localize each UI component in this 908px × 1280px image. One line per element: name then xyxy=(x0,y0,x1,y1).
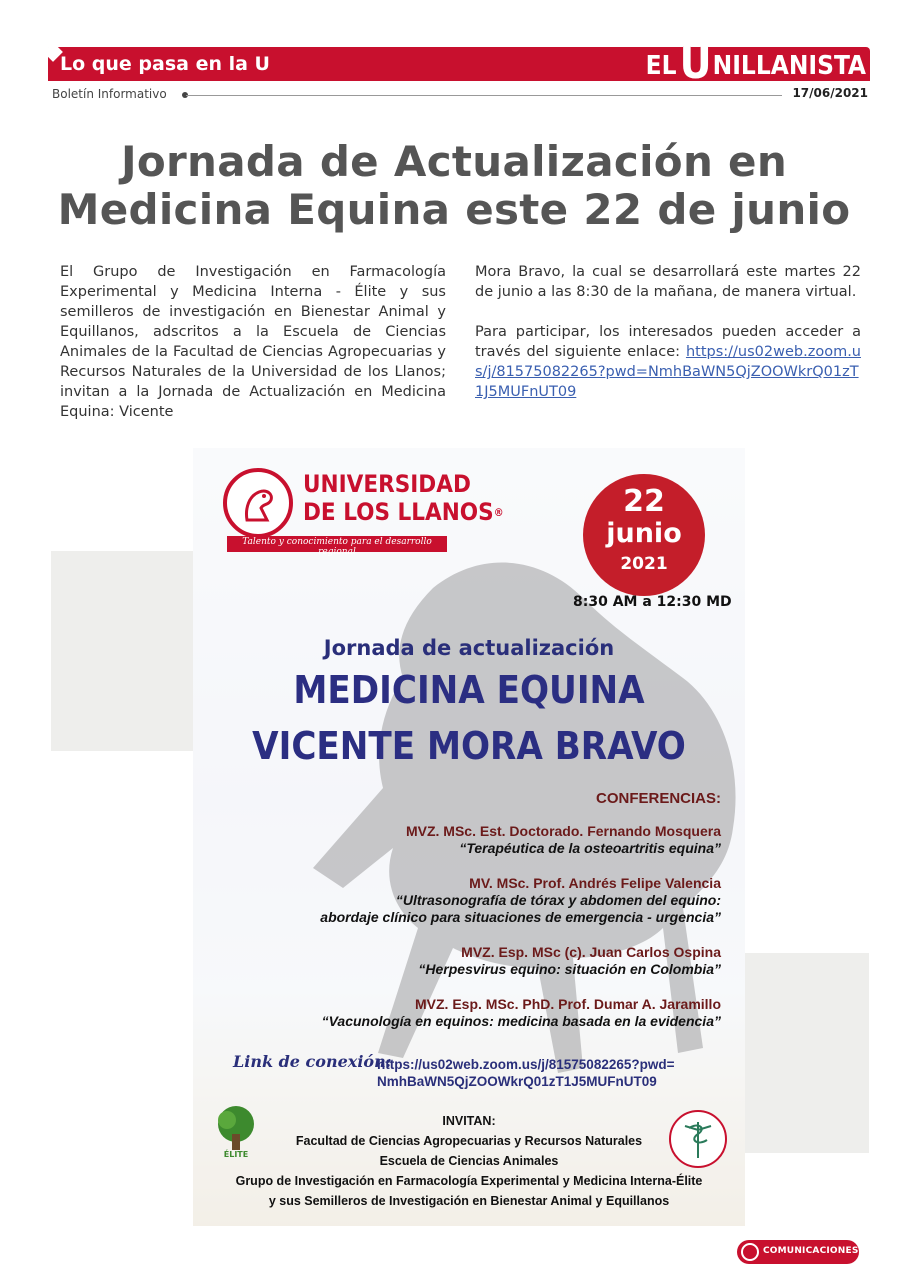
communications-label: COMUNICACIONES xyxy=(763,1246,859,1256)
caduceus-icon xyxy=(671,1112,725,1166)
zoom-link[interactable]: https://us02web.zoom.us/j/81575082265?pwd=NmhBaWN5QjZOOWkrQ01zT1J5MUFnUT09 xyxy=(475,344,861,400)
article-paragraph-2: Mora Bravo, la cual se desarrollará este martes 22 de junio a las 8:30 de la mañana, de manera virtual. xyxy=(475,264,861,300)
conference-item xyxy=(406,823,721,857)
event-time: 8:30 AM a 12:30 MD xyxy=(573,594,732,610)
bulletin-subtitle: Boletín Informativo xyxy=(52,87,167,101)
university-logo xyxy=(223,468,293,538)
masthead-logo xyxy=(645,38,866,89)
section-title: Lo que pasa en la U xyxy=(60,53,270,75)
decor-block-left xyxy=(51,551,193,751)
masthead-nillanista: NILLANISTA xyxy=(712,51,866,81)
conference-item xyxy=(320,875,721,926)
conference-speaker: MVZ. Esp. MSc (c). Juan Carlos Ospina xyxy=(461,944,721,960)
university-name xyxy=(303,470,504,527)
communications-icon xyxy=(741,1243,759,1261)
invitan-line: Grupo de Investigación en Farmacología Experimental y Medicina Interna-Élite xyxy=(235,1174,703,1188)
conference-talk-continued: abordaje clínico para situaciones de emergencia - urgencia” xyxy=(320,909,721,925)
poster-zoom-link[interactable] xyxy=(377,1056,674,1090)
article-paragraph-1: El Grupo de Investigación en Farmacología Experimental y Medicina Interna - Élite y sus semilleros de investigación en Bienestar Animal y Equillanos, adscritos a la Escuela de Ciencias Animales de la Facultad de Ciencias Agropecuarias y Recursos Naturales de la Universidad de los Llanos; invitan a la Jornada de Actualización en Medicina Equina: Vicente xyxy=(60,264,446,420)
event-title-line-1: MEDICINA EQUINA xyxy=(293,668,645,712)
conference-speaker: MVZ. Esp. MSc. PhD. Prof. Dumar A. Jaramillo xyxy=(415,996,721,1012)
header-rule xyxy=(186,95,782,96)
poster-link-line-2: NmhBaWN5QjZOOWkrQ01zT1J5MUFnUT09 xyxy=(377,1074,657,1089)
conference-talk: “Ultrasonografía de tórax y abdomen del equino: xyxy=(395,892,721,908)
poster-link-line-1: https://us02web.zoom.us/j/81575082265?pwd= xyxy=(377,1057,675,1072)
event-poster xyxy=(193,448,745,1226)
article-column-left xyxy=(60,262,446,422)
conference-item xyxy=(418,944,721,978)
date-badge xyxy=(583,474,705,596)
conference-talk: “Vacunología en equinos: medicina basada en la evidencia” xyxy=(321,1013,721,1029)
caduceus-logo xyxy=(669,1110,727,1168)
invitan-line: Facultad de Ciencias Agropecuarias y Recursos Naturales xyxy=(295,1134,643,1148)
issue-date: 17/06/2021 xyxy=(792,86,868,100)
university-name-line-1: UNIVERSIDAD xyxy=(303,470,471,498)
article-paragraph-3 xyxy=(475,322,861,402)
date-month: junio xyxy=(606,518,682,549)
conference-speaker: MVZ. MSc. Est. Doctorado. Fernando Mosquera xyxy=(405,823,721,839)
bird-icon xyxy=(227,472,289,534)
event-subtitle: Jornada de actualización xyxy=(323,636,615,660)
date-year: 2021 xyxy=(620,554,668,574)
communications-badge xyxy=(737,1240,859,1264)
link-intro: Para participar, los interesados pueden acceder a través del siguiente enlace: xyxy=(475,324,861,360)
conference-speaker: MV. MSc. Prof. Andrés Felipe Valencia xyxy=(469,875,721,891)
article-column-right xyxy=(475,262,861,422)
decor-block-right xyxy=(745,953,869,1153)
university-tagline: Talento y conocimiento para el desarrollo regional xyxy=(242,537,432,557)
invitan-heading: INVITAN: xyxy=(442,1114,496,1128)
invitan-line: Escuela de Ciencias Animales xyxy=(379,1154,559,1168)
invitan-block xyxy=(193,1111,745,1211)
headline-line-2: Medicina Equina este 22 de junio xyxy=(57,185,851,234)
conferences-heading: CONFERENCIAS: xyxy=(595,790,721,807)
invitan-line: y sus Semilleros de Investigación en Bienestar Animal y Equillanos xyxy=(268,1194,670,1208)
conference-item xyxy=(322,996,721,1030)
event-title-line-2: VICENTE MORA BRAVO xyxy=(252,724,686,768)
link-label: Link de conexión: xyxy=(233,1052,392,1071)
headline-line-1: Jornada de Actualización en xyxy=(120,137,788,186)
elite-logo-label: ÉLITE xyxy=(223,1150,249,1159)
university-name-line-2: DE LOS LLANOS® xyxy=(303,498,504,526)
date-day: 22 xyxy=(623,484,665,519)
masthead-el: EL xyxy=(645,51,677,81)
headline xyxy=(40,138,868,234)
masthead-u: U xyxy=(679,38,712,89)
conference-talk: “Herpesvirus equino: situación en Colombia” xyxy=(418,961,721,977)
conference-talk: “Terapéutica de la osteoartritis equina” xyxy=(459,840,721,856)
